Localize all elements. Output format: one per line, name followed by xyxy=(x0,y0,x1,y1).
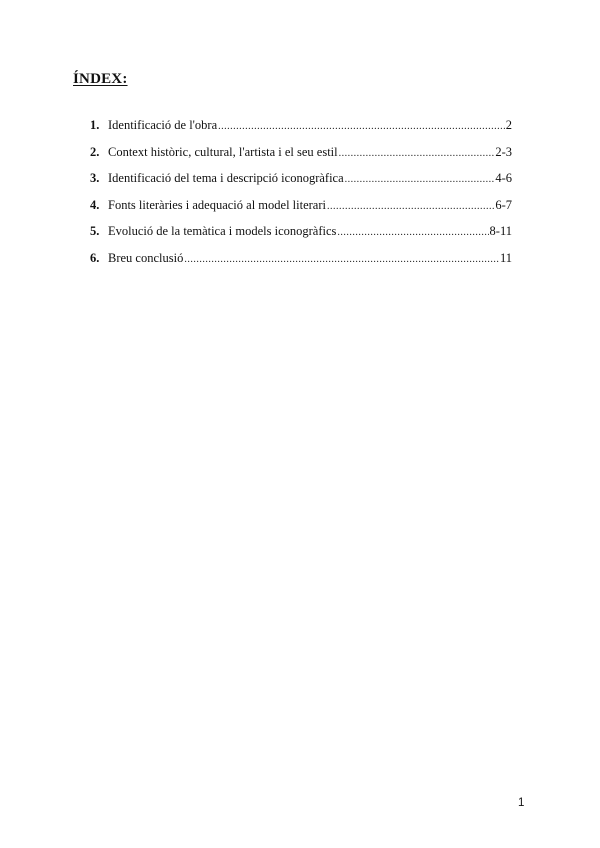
toc-entry-label: Context històric, cultural, l'artista i el seu estil xyxy=(108,144,338,159)
toc-entry-page: 11 xyxy=(499,250,512,265)
toc-dot-leader xyxy=(218,121,505,132)
toc-entry xyxy=(90,198,512,225)
toc-dot-leader xyxy=(184,254,499,265)
toc-entry-label: Identificació del tema i descripció iconogràfica xyxy=(108,171,344,185)
index-title: ÍNDEX: xyxy=(73,71,128,87)
toc-entry-page: 6-7 xyxy=(495,197,512,212)
toc-entry xyxy=(90,118,512,145)
toc-entry-number: 3. xyxy=(90,171,100,185)
toc-entry-label: Breu conclusió xyxy=(108,250,184,265)
toc-entry xyxy=(90,224,512,251)
toc-entry-label: Evolució de la temàtica i models iconogràfics xyxy=(108,224,337,238)
toc-entry-number: 6. xyxy=(90,250,100,265)
toc-entry-label: Identificació de l'obra xyxy=(108,118,218,132)
toc-entry xyxy=(90,251,512,278)
toc-entry-number: 5. xyxy=(90,224,100,238)
toc-entry-page: 2 xyxy=(505,118,512,132)
toc-entry-page: 2-3 xyxy=(495,144,512,159)
toc-dot-leader xyxy=(345,174,495,185)
toc-dot-leader xyxy=(339,148,495,159)
page-number: 1 xyxy=(518,797,525,809)
toc-entry-page: 4-6 xyxy=(495,171,512,185)
toc-entry xyxy=(90,145,512,172)
toc-entry-number: 2. xyxy=(90,144,100,159)
toc-entry-number: 1. xyxy=(90,118,100,132)
toc-entry-label: Fonts literàries i adequació al model literari xyxy=(108,197,326,212)
toc-entry-number: 4. xyxy=(90,197,100,212)
table-of-contents xyxy=(90,118,512,277)
toc-dot-leader xyxy=(327,201,494,212)
toc-entry xyxy=(90,171,512,198)
toc-dot-leader xyxy=(337,227,488,238)
toc-entry-page: 8-11 xyxy=(489,224,512,238)
